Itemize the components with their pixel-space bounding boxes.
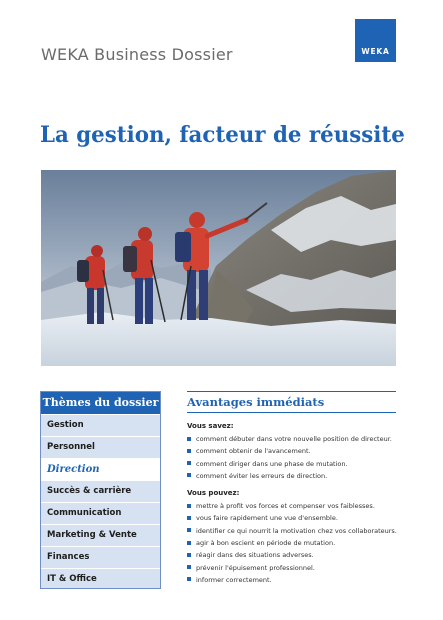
theme-item-direction[interactable]: Direction: [41, 459, 160, 480]
can-list: [187, 500, 396, 586]
list-item: [187, 458, 396, 470]
themes-heading: Thèmes du dossier: [41, 392, 160, 414]
theme-item-gestion[interactable]: Gestion: [41, 415, 160, 436]
list-item-text: vous faire rapidement une vue d'ensemble.: [196, 514, 338, 523]
bullet-square-icon: [187, 473, 191, 477]
list-item: [187, 525, 396, 537]
series-title: WEKA Business Dossier: [41, 45, 233, 64]
bullet-square-icon: [187, 577, 191, 581]
themes-panel: [40, 391, 161, 589]
can-heading: Vous pouvez:: [187, 489, 240, 498]
list-item-text: identifier ce qui nourrit la motivation chez vos collaborateurs.: [196, 526, 397, 535]
theme-item-succes-carriere[interactable]: Succès & carrière: [41, 481, 160, 502]
theme-item-finances[interactable]: Finances: [41, 547, 160, 568]
weka-logo: [355, 19, 396, 62]
benefits-section: [187, 391, 396, 586]
list-item: [187, 537, 396, 549]
know-heading: Vous savez:: [187, 422, 234, 430]
list-item-text: prévenir l'épuisement professionnel.: [196, 563, 315, 572]
list-item-text: mettre à profit vos forces et compenser vos faiblesses.: [196, 502, 375, 511]
theme-item-marketing-vente[interactable]: Marketing & Vente: [41, 525, 160, 546]
list-item-text: réagir dans des situations adverses.: [196, 551, 314, 560]
bullet-square-icon: [187, 565, 191, 569]
bullet-square-icon: [187, 553, 191, 557]
theme-item-personnel[interactable]: Personnel: [41, 437, 160, 458]
bullet-square-icon: [187, 516, 191, 520]
list-item-text: informer correctement.: [196, 575, 272, 584]
theme-item-communication[interactable]: Communication: [41, 503, 160, 524]
list-item: [187, 445, 396, 457]
bullet-square-icon: [187, 437, 191, 441]
list-item: [187, 562, 396, 574]
list-item: [187, 470, 396, 482]
list-item-text: agir à bon escient en période de mutation.: [196, 539, 336, 548]
list-item: [187, 574, 396, 586]
list-item-text: comment obtenir de l'avancement.: [196, 447, 311, 456]
benefits-title: Avantages immédiats: [187, 391, 396, 413]
mountaineers-photo: [41, 170, 396, 366]
bullet-square-icon: [187, 449, 191, 453]
list-item: [187, 549, 396, 561]
bullet-square-icon: [187, 528, 191, 532]
list-item: [187, 433, 396, 445]
bullet-square-icon: [187, 541, 191, 545]
list-item: [187, 500, 396, 512]
main-title: La gestion, facteur de réussite: [40, 122, 405, 148]
know-list: [187, 433, 396, 482]
list-item-text: comment diriger dans une phase de mutation.: [196, 459, 348, 468]
theme-item-it-office[interactable]: IT & Office: [41, 569, 160, 589]
bullet-square-icon: [187, 461, 191, 465]
bullet-square-icon: [187, 504, 191, 508]
list-item-text: comment débuter dans votre nouvelle position de directeur.: [196, 435, 392, 443]
list-item: [187, 512, 396, 524]
list-item-text: comment éviter les erreurs de direction.: [196, 471, 328, 480]
weka-logo-text: WEKA: [361, 47, 390, 56]
